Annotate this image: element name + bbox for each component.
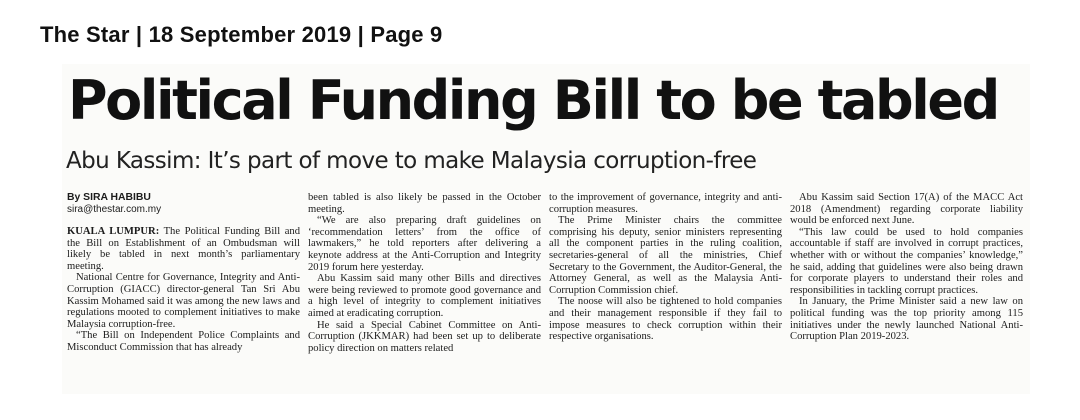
article-column-4 bbox=[790, 192, 1023, 343]
paragraph: “We are also preparing draft guidelines on ‘recommendation letters’ from the office of lawmakers,” he told reporters after delivering a keynote address at the Anti-Corruption and Integrity 2019 forum here yesterday. bbox=[308, 215, 541, 273]
paragraph: “This law could be used to hold companies accountable if staff are involved in corrupt practices, whether with or without the companies’ knowledge,” he said, adding that guidelines were also being drawn for corporate players to understand their roles and responsibilities in tackling corrupt practices. bbox=[790, 226, 1023, 296]
source-label: The Star | 18 September 2019 | Page 9 bbox=[40, 22, 443, 47]
paragraph: been tabled is also likely be passed in the October meeting. bbox=[308, 192, 541, 215]
paragraph: to the improvement of governance, integrity and anti-corruption measures. bbox=[549, 192, 782, 215]
subheadline: Abu Kassim: It’s part of move to make Malaysia corruption-free bbox=[66, 148, 757, 174]
newspaper-clipping bbox=[62, 64, 1030, 394]
article-column-1 bbox=[67, 192, 300, 354]
article-column-3 bbox=[549, 192, 782, 343]
byline: By SIRA HABIBU bbox=[67, 192, 151, 203]
dateline: KUALA LUMPUR: bbox=[67, 226, 160, 237]
paragraph: In January, the Prime Minister said a new law on political funding was the top priority among 115 initiatives under the newly launched National Anti-Corruption Plan 2019-2023. bbox=[790, 296, 1023, 343]
paragraph: The Prime Minister chairs the committee comprising his deputy, senior ministers representing all the component parties in the ruling coalition, secretaries-general of all the ministries, Chief Secretary to the Government, the Auditor-General, the Attorney General, as well as the Malaysia Anti-Corruption Commission chief. bbox=[549, 215, 782, 296]
paragraph: The noose will also be tightened to hold companies and their management responsible if they fail to impose measures to check corruption within their respective organisations. bbox=[549, 296, 782, 343]
article-column-2 bbox=[308, 192, 541, 354]
headline: Political Funding Bill to be tabled bbox=[68, 69, 998, 132]
paragraph: Abu Kassim said Section 17(A) of the MACC Act 2018 (Amendment) regarding corporate liability would be enforced next June. bbox=[790, 192, 1023, 227]
paragraph: “The Bill on Independent Police Complaints and Misconduct Commission that has already bbox=[67, 330, 300, 353]
paragraph: Abu Kassim said many other Bills and directives were being reviewed to promote good governance and a high level of integrity to complement initiatives aimed at eradicating corruption. bbox=[308, 273, 541, 319]
paragraph: He said a Special Cabinet Committee on Anti-Corruption (JKKMAR) had been set up to deliberate policy direction on matters related bbox=[308, 319, 541, 354]
author-email: sira@thestar.com.my bbox=[67, 204, 162, 215]
paragraph: KUALA LUMPUR: The Political Funding Bill and the Bill on Establishment of an Ombudsman will likely be tabled in next month’s parliamentary meeting. bbox=[67, 226, 300, 272]
paragraph: National Centre for Governance, Integrity and Anti-Corruption (GIACC) director-general Tan Sri Abu Kassim Mohamed said it was among the new laws and regulations mooted to complement initiatives to make Malaysia corruption-free. bbox=[67, 272, 300, 330]
